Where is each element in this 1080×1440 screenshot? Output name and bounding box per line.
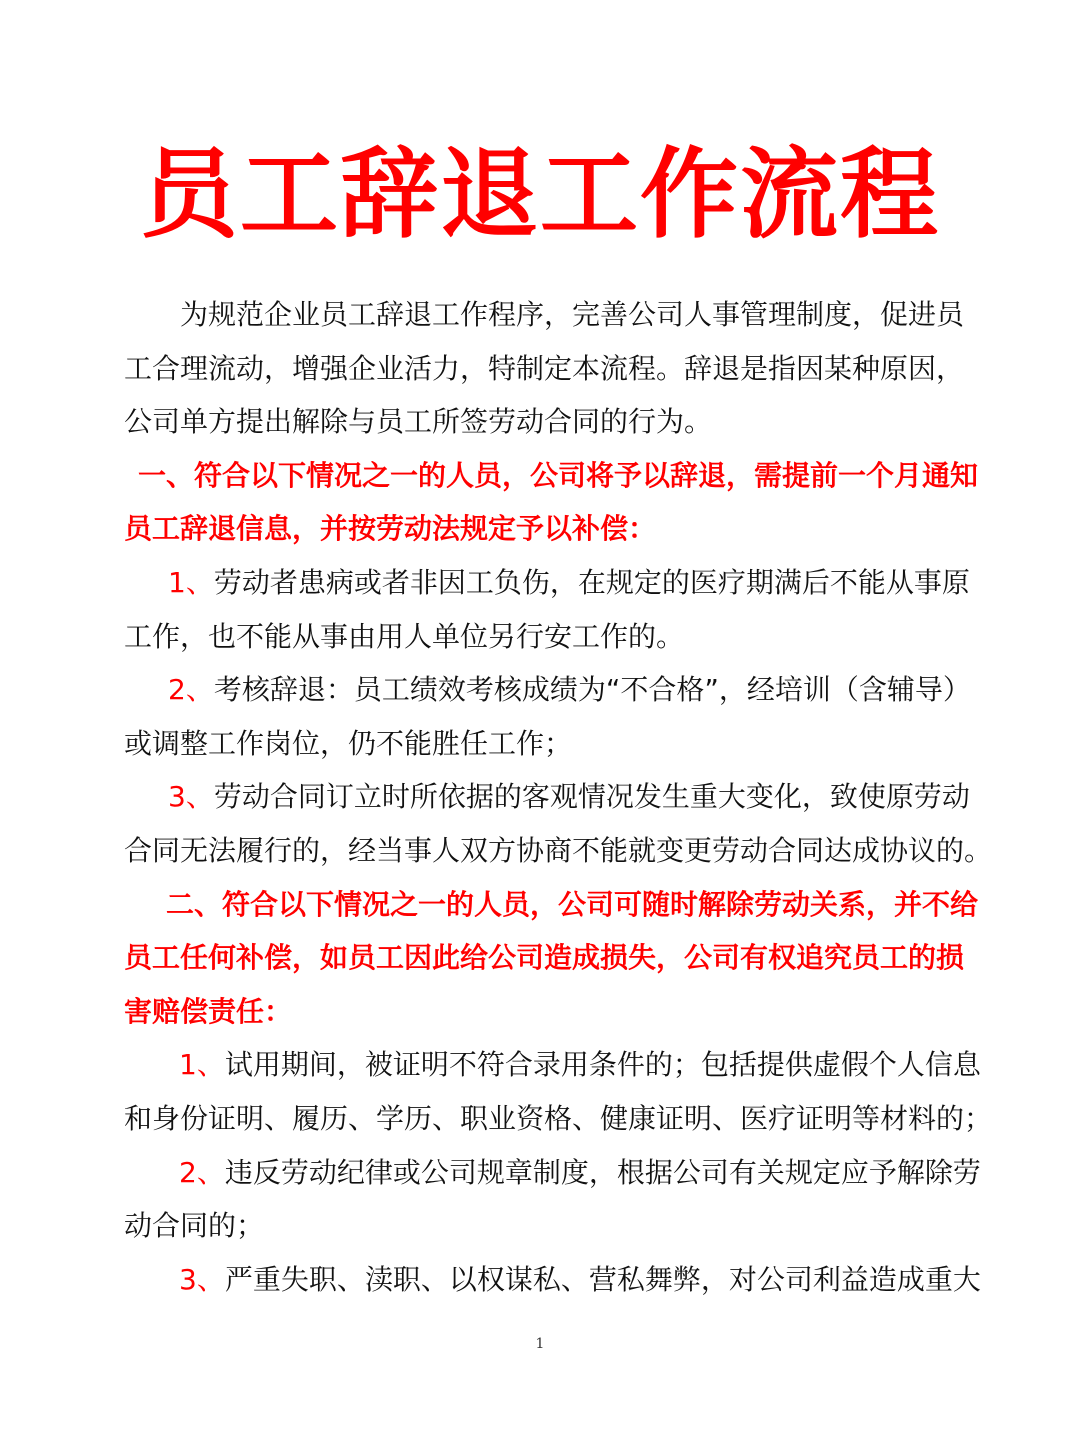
item-separator: 、 bbox=[185, 673, 214, 707]
item-number: 3 bbox=[168, 780, 186, 814]
section2-heading-line-1: 二、符合以下情况之一的人员，公司可随时解除劳动关系，并不给 bbox=[166, 887, 979, 921]
section2-item-2-line-1 bbox=[124, 1146, 981, 1200]
intro-line-2: 工合理流动，增强企业活力，特制定本流程。辞退是指因某种原因， bbox=[124, 351, 965, 385]
section1-item-1-line-1 bbox=[124, 556, 970, 610]
item-text: 劳动者患病或者非因工负伤，在规定的医疗期满后不能从事原 bbox=[213, 565, 970, 599]
item-separator: 、 bbox=[196, 1048, 225, 1082]
item-number: 3 bbox=[179, 1262, 197, 1296]
section1-heading-line-1: 一、符合以下情况之一的人员，公司将予以辞退，需提前一个月通知 bbox=[138, 458, 979, 492]
section1-item-2-line-1 bbox=[124, 663, 971, 717]
section2-item-3-line-1 bbox=[124, 1253, 981, 1307]
item-separator: 、 bbox=[196, 1262, 225, 1296]
section1-item-3-line-1 bbox=[124, 770, 970, 824]
page-number: 1 bbox=[535, 1336, 545, 1352]
item-text: 试用期间，被证明不符合录用条件的；包括提供虚假个人信息 bbox=[224, 1048, 981, 1082]
item-text: 劳动合同订立时所依据的客观情况发生重大变化，致使原劳动 bbox=[213, 780, 970, 814]
document-title: 员工辞退工作流程 bbox=[139, 138, 940, 252]
item-text: 违反劳动纪律或公司规章制度，根据公司有关规定应予解除劳 bbox=[224, 1155, 981, 1189]
section2-heading-line-2: 员工任何补偿，如员工因此给公司造成损失，公司有权追究员工的损 bbox=[124, 941, 965, 975]
section2-heading-line-3: 害赔偿责任： bbox=[124, 994, 293, 1028]
item-number: 2 bbox=[168, 673, 186, 707]
section1-heading-line-2: 员工辞退信息，并按劳动法规定予以补偿： bbox=[124, 512, 657, 546]
item-number: 1 bbox=[168, 565, 186, 599]
section2-item-2-line-2: 动合同的； bbox=[124, 1209, 265, 1243]
intro-line-1: 为规范企业员工辞退工作程序，完善公司人事管理制度，促进员 bbox=[180, 298, 965, 331]
item-separator: 、 bbox=[196, 1155, 225, 1189]
item-text: 考核辞退：员工绩效考核成绩为“不合格”，经培训（含辅导） bbox=[213, 673, 971, 707]
intro-line-3: 公司单方提出解除与员工所签劳动合同的行为。 bbox=[124, 405, 713, 439]
item-number: 2 bbox=[179, 1155, 197, 1189]
item-number: 1 bbox=[179, 1048, 197, 1082]
section1-item-2-line-2: 或调整工作岗位，仍不能胜任工作； bbox=[124, 726, 573, 760]
section1-item-1-line-2: 工作，也不能从事由用人单位另行安工作的。 bbox=[124, 619, 685, 653]
document-body bbox=[124, 288, 993, 1306]
section2-item-1-line-1 bbox=[124, 1038, 981, 1092]
section1-item-3-line-2: 合同无法履行的，经当事人双方协商不能就变更劳动合同达成协议的。 bbox=[124, 833, 993, 867]
item-separator: 、 bbox=[185, 780, 214, 814]
item-separator: 、 bbox=[185, 565, 214, 599]
section2-item-1-line-2: 和身份证明、履历、学历、职业资格、健康证明、医疗证明等材料的； bbox=[124, 1101, 993, 1135]
item-text: 严重失职、渎职、以权谋私、营私舞弊，对公司利益造成重大 bbox=[224, 1262, 981, 1296]
